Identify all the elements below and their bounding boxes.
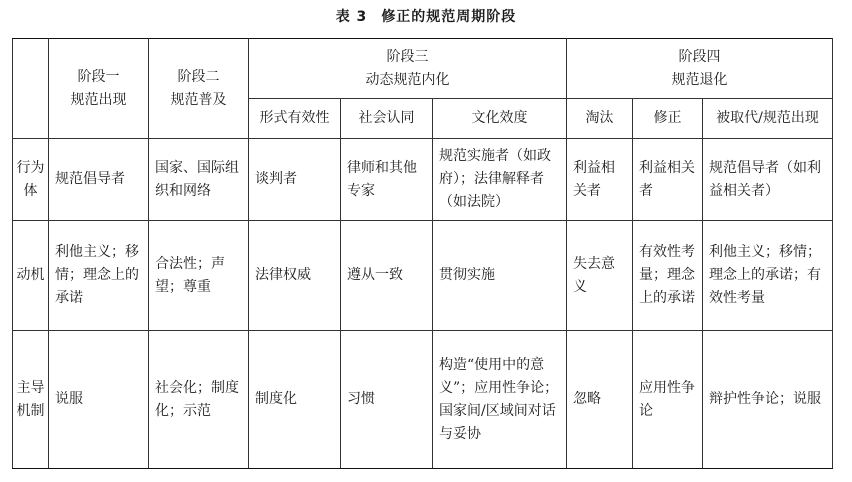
table-cell: 谈判者: [249, 139, 341, 221]
table-row: [13, 221, 833, 331]
table-cell: 利他主义；移情；理念上的承诺；有效性考量: [703, 221, 833, 331]
table-number: 表 3: [335, 9, 368, 25]
table-cell: 说服: [49, 331, 149, 469]
corner-cell: [13, 39, 49, 139]
subheader-revision: 修正: [633, 99, 703, 139]
norm-cycle-table: [12, 38, 833, 469]
table-cell: 失去意义: [567, 221, 633, 331]
table-cell: 利他主义；移情；理念上的承诺: [49, 221, 149, 331]
table-row: [13, 331, 833, 469]
table-cell: 构造“使用中的意义”；应用性争论；国家间/区域间对话与妥协: [433, 331, 567, 469]
subheader-elimination: 淘汰: [567, 99, 633, 139]
table-cell: 辩护性争论；说服: [703, 331, 833, 469]
row-label-actors: 行为体: [13, 139, 49, 221]
table-caption: [0, 6, 852, 26]
stage2-header: 阶段二 规范普及: [149, 39, 249, 139]
table-cell: 应用性争论: [633, 331, 703, 469]
stage3-header: 阶段三 动态规范内化: [249, 39, 567, 99]
table-cell: 国家、国际组织和网络: [149, 139, 249, 221]
subheader-formal-validity: 形式有效性: [249, 99, 341, 139]
table-cell: 利益相关者: [567, 139, 633, 221]
table-cell: 忽略: [567, 331, 633, 469]
table-cell: 习惯: [341, 331, 433, 469]
table-cell: 制度化: [249, 331, 341, 469]
row-label-mechanism: 主导机制: [13, 331, 49, 469]
table-cell: 规范倡导者: [49, 139, 149, 221]
table-cell: 利益相关者: [633, 139, 703, 221]
table-cell: 遵从一致: [341, 221, 433, 331]
subheader-social-recognition: 社会认同: [341, 99, 433, 139]
table-title: 修正的规范周期阶段: [381, 9, 517, 25]
table-cell: 贯彻实施: [433, 221, 567, 331]
table-cell: 规范倡导者（如利益相关者）: [703, 139, 833, 221]
subheader-cultural-validity: 文化效度: [433, 99, 567, 139]
subheader-replaced: 被取代/规范出现: [703, 99, 833, 139]
table-cell: 律师和其他专家: [341, 139, 433, 221]
table-cell: 社会化；制度化；示范: [149, 331, 249, 469]
table-cell: 规范实施者（如政府）；法律解释者（如法院）: [433, 139, 567, 221]
row-label-motives: 动机: [13, 221, 49, 331]
table-cell: 法律权威: [249, 221, 341, 331]
table-cell: 合法性；声望；尊重: [149, 221, 249, 331]
stage4-header: 阶段四 规范退化: [567, 39, 833, 99]
table-row: [13, 139, 833, 221]
table-cell: 有效性考量；理念上的承诺: [633, 221, 703, 331]
stage1-header: 阶段一 规范出现: [49, 39, 149, 139]
